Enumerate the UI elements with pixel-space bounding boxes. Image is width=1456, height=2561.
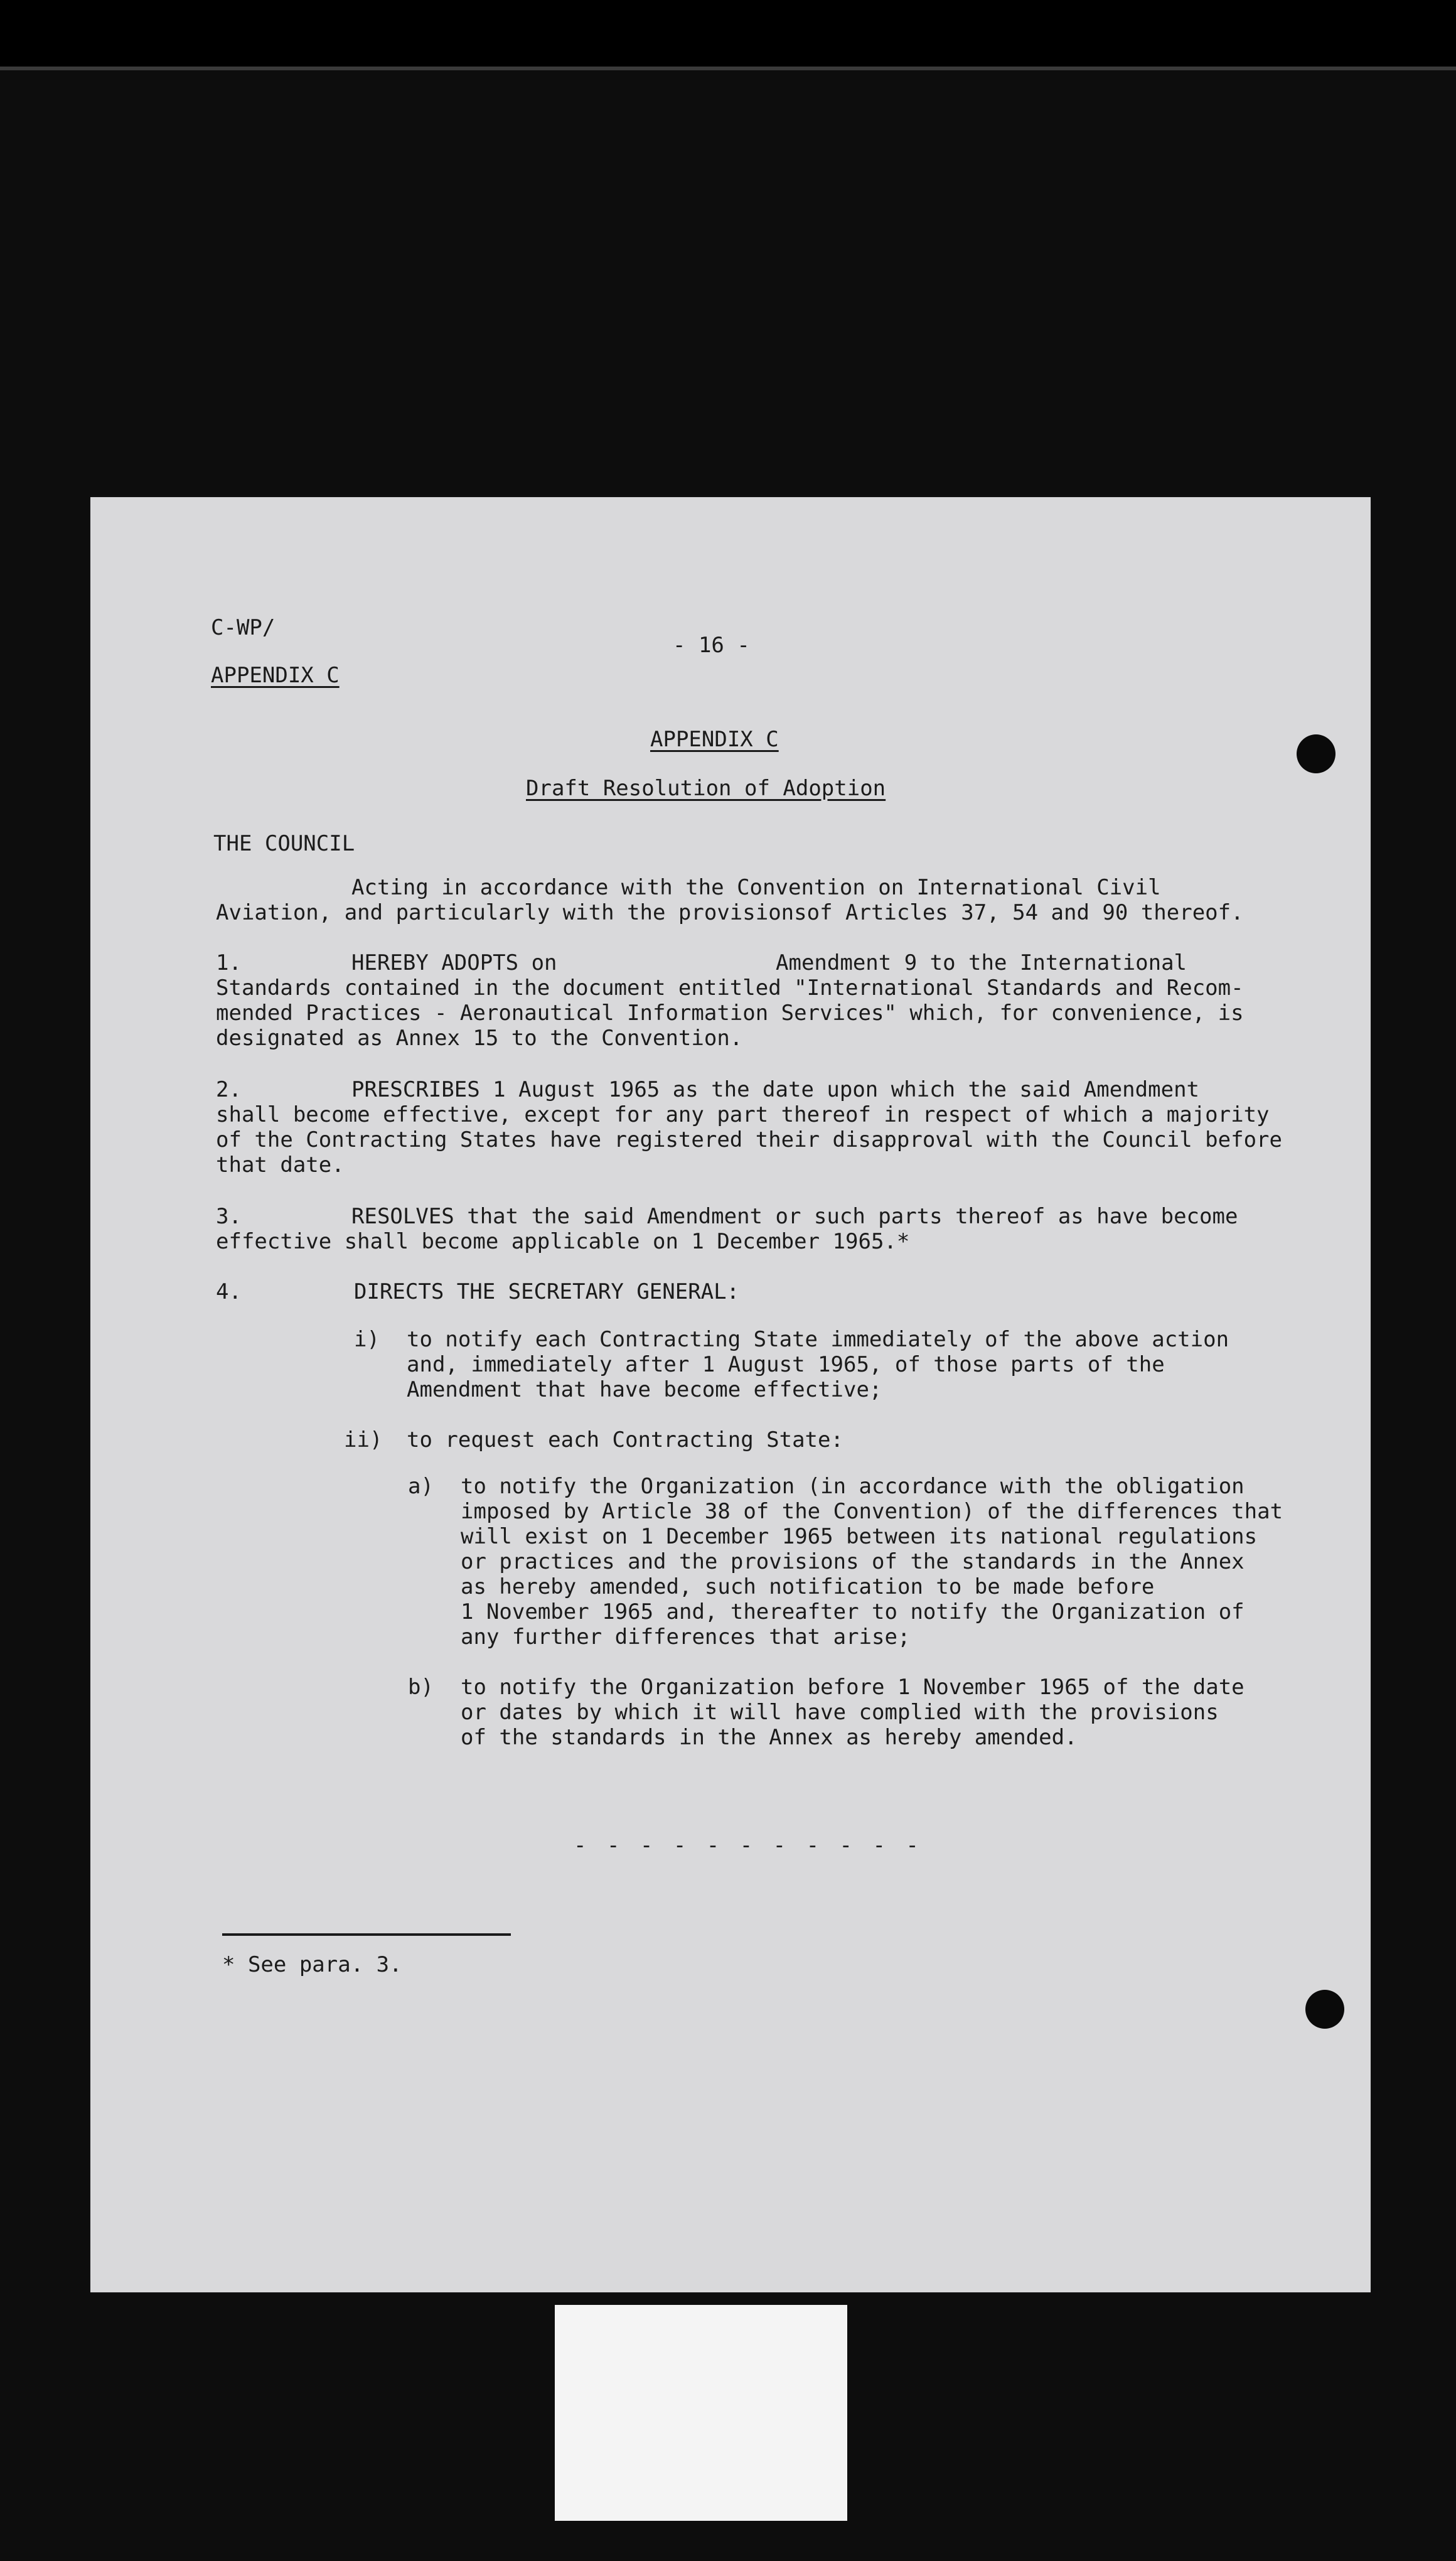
header-appendix: APPENDIX C xyxy=(211,663,340,688)
punch-hole-top xyxy=(1297,734,1336,773)
paragraph-line: HEREBY ADOPTS on xyxy=(351,950,557,975)
list-label: b) xyxy=(408,1675,434,1700)
list-line: and, immediately after 1 August 1965, of those parts of the xyxy=(407,1352,1165,1377)
paragraph-line: Standards contained in the document entitled "International Standards and Recom- xyxy=(216,975,1244,1001)
paragraph-number: 3. xyxy=(216,1204,242,1229)
list-line: imposed by Article 38 of the Convention) of the differences that xyxy=(461,1499,1283,1524)
film-border-top xyxy=(0,0,1456,68)
list-label: a) xyxy=(408,1474,434,1499)
paragraph-line: RESOLVES that the said Amendment or such parts thereof as have become xyxy=(351,1204,1238,1229)
paragraph-line: Amendment 9 to the International xyxy=(776,950,1187,975)
list-line: as hereby amended, such notification to be made before xyxy=(461,1574,1155,1599)
intro-line: Acting in accordance with the Convention on International Civil xyxy=(351,875,1161,900)
paragraph-line: PRESCRIBES 1 August 1965 as the date upon which the said Amendment xyxy=(351,1077,1200,1102)
paragraph-line: effective shall become applicable on 1 December 1965.* xyxy=(216,1229,910,1254)
list-line: to request each Contracting State: xyxy=(407,1427,843,1452)
list-line: Amendment that have become effective; xyxy=(407,1377,882,1402)
footnote: * See para. 3. xyxy=(222,1952,402,1977)
list-line: to notify the Organization (in accordance with the obligation xyxy=(461,1474,1245,1499)
list-label: i) xyxy=(354,1327,380,1352)
list-line: of the standards in the Annex as hereby amended. xyxy=(461,1725,1078,1750)
appendix-title: APPENDIX C xyxy=(650,727,779,752)
footnote-rule xyxy=(222,1933,511,1936)
section-separator: - - - - - - - - - - - xyxy=(574,1833,923,1858)
list-line: or dates by which it will have complied with the provisions xyxy=(461,1700,1219,1725)
film-edge-line xyxy=(0,67,1456,70)
document-page xyxy=(90,497,1371,2292)
paragraph-line: shall become effective, except for any part thereof in respect of which a majority xyxy=(216,1102,1270,1127)
paragraph-line: mended Practices - Aeronautical Information Services" which, for convenience, is xyxy=(216,1001,1244,1026)
list-line: 1 November 1965 and, thereafter to notify the Organization of xyxy=(461,1599,1245,1624)
paragraph-line: DIRECTS THE SECRETARY GENERAL: xyxy=(354,1279,740,1304)
paragraph-line: of the Contracting States have registered their disapproval with the Council before xyxy=(216,1127,1282,1152)
film-label-card xyxy=(555,2305,847,2521)
list-line: any further differences that arise; xyxy=(461,1624,911,1650)
paragraph-number: 4. xyxy=(216,1279,242,1304)
list-line: to notify the Organization before 1 November 1965 of the date xyxy=(461,1675,1245,1700)
council-heading: THE COUNCIL xyxy=(213,831,355,856)
paragraph-line: designated as Annex 15 to the Convention. xyxy=(216,1026,743,1051)
list-line: to notify each Contracting State immediately of the above action xyxy=(407,1327,1229,1352)
punch-hole-bottom xyxy=(1305,1990,1344,2029)
list-line: will exist on 1 December 1965 between its national regulations xyxy=(461,1524,1258,1549)
list-line: or practices and the provisions of the standards in the Annex xyxy=(461,1549,1245,1574)
header-reference: C-WP/ xyxy=(211,615,276,640)
document-subtitle: Draft Resolution of Adoption xyxy=(526,776,886,801)
paragraph-number: 2. xyxy=(216,1077,242,1102)
paragraph-number: 1. xyxy=(216,950,242,975)
page-number: - 16 - xyxy=(673,633,750,658)
list-label: ii) xyxy=(344,1427,383,1452)
paragraph-line: that date. xyxy=(216,1152,345,1178)
intro-line: Aviation, and particularly with the provisionsof Articles 37, 54 and 90 thereof. xyxy=(216,900,1244,925)
